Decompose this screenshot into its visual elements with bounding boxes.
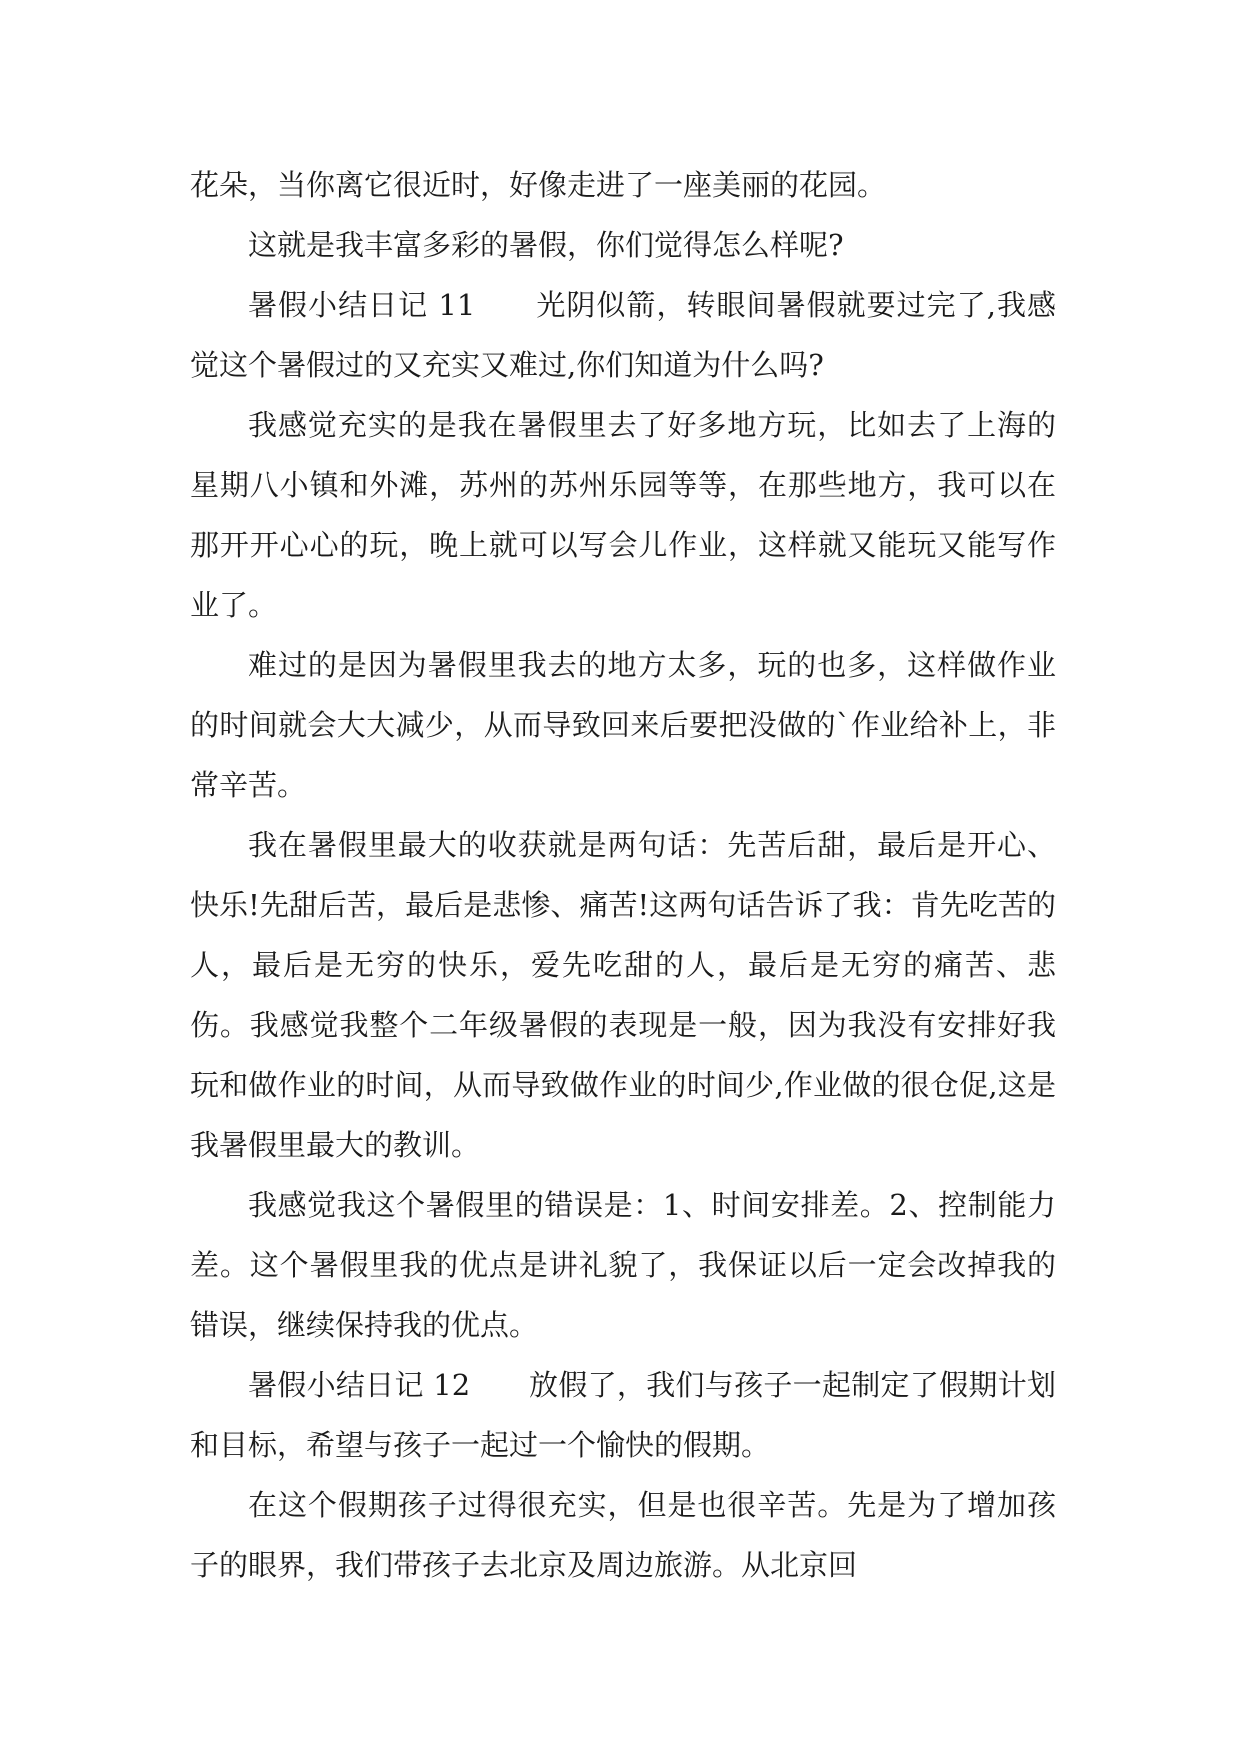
paragraph-7: 我感觉我这个暑假里的错误是：1、时间安排差。2、控制能力差。这个暑假里我的优点是讲礼貌了，我保证以后一定会改掉我的错误，继续保持我的优点。 <box>190 1188 1056 1342</box>
paragraph-3: 暑假小结日记 11 光阴似箭，转眼间暑假就要过完了,我感觉这个暑假过的又充实又难过,你们知道为什么吗? <box>190 288 1056 382</box>
document-page <box>190 155 1056 1595</box>
paragraph-5: 难过的是因为暑假里我去的地方太多，玩的也多，这样做作业的时间就会大大减少，从而导致回来后要把没做的`作业给补上，非常辛苦。 <box>190 648 1056 802</box>
paragraph-6: 我在暑假里最大的收获就是两句话：先苦后甜，最后是开心、快乐!先甜后苦，最后是悲惨、痛苦!这两句话告诉了我：肯先吃苦的人，最后是无穷的快乐，爱先吃甜的人，最后是无穷的痛苦、悲伤。我感觉我整个二年级暑假的表现是一般，因为我没有安排好我玩和做作业的时间，从而导致做作业的时间少,作业做的很仓促,这是我暑假里最大的教训。 <box>190 828 1056 1162</box>
paragraph-4: 我感觉充实的是我在暑假里去了好多地方玩，比如去了上海的星期八小镇和外滩，苏州的苏州乐园等等，在那些地方，我可以在那开开心心的玩，晚上就可以写会儿作业，这样就又能玩又能写作业了。 <box>190 408 1056 622</box>
paragraph-2: 这就是我丰富多彩的暑假，你们觉得怎么样呢? <box>248 228 844 262</box>
paragraph-9: 在这个假期孩子过得很充实，但是也很辛苦。先是为了增加孩子的眼界，我们带孩子去北京及周边旅游。从北京回 <box>190 1488 1056 1582</box>
paragraph-1: 花朵，当你离它很近时，好像走进了一座美丽的花园。 <box>190 168 887 202</box>
paragraph-8: 暑假小结日记 12 放假了，我们与孩子一起制定了假期计划和目标，希望与孩子一起过一个愉快的假期。 <box>190 1368 1056 1462</box>
